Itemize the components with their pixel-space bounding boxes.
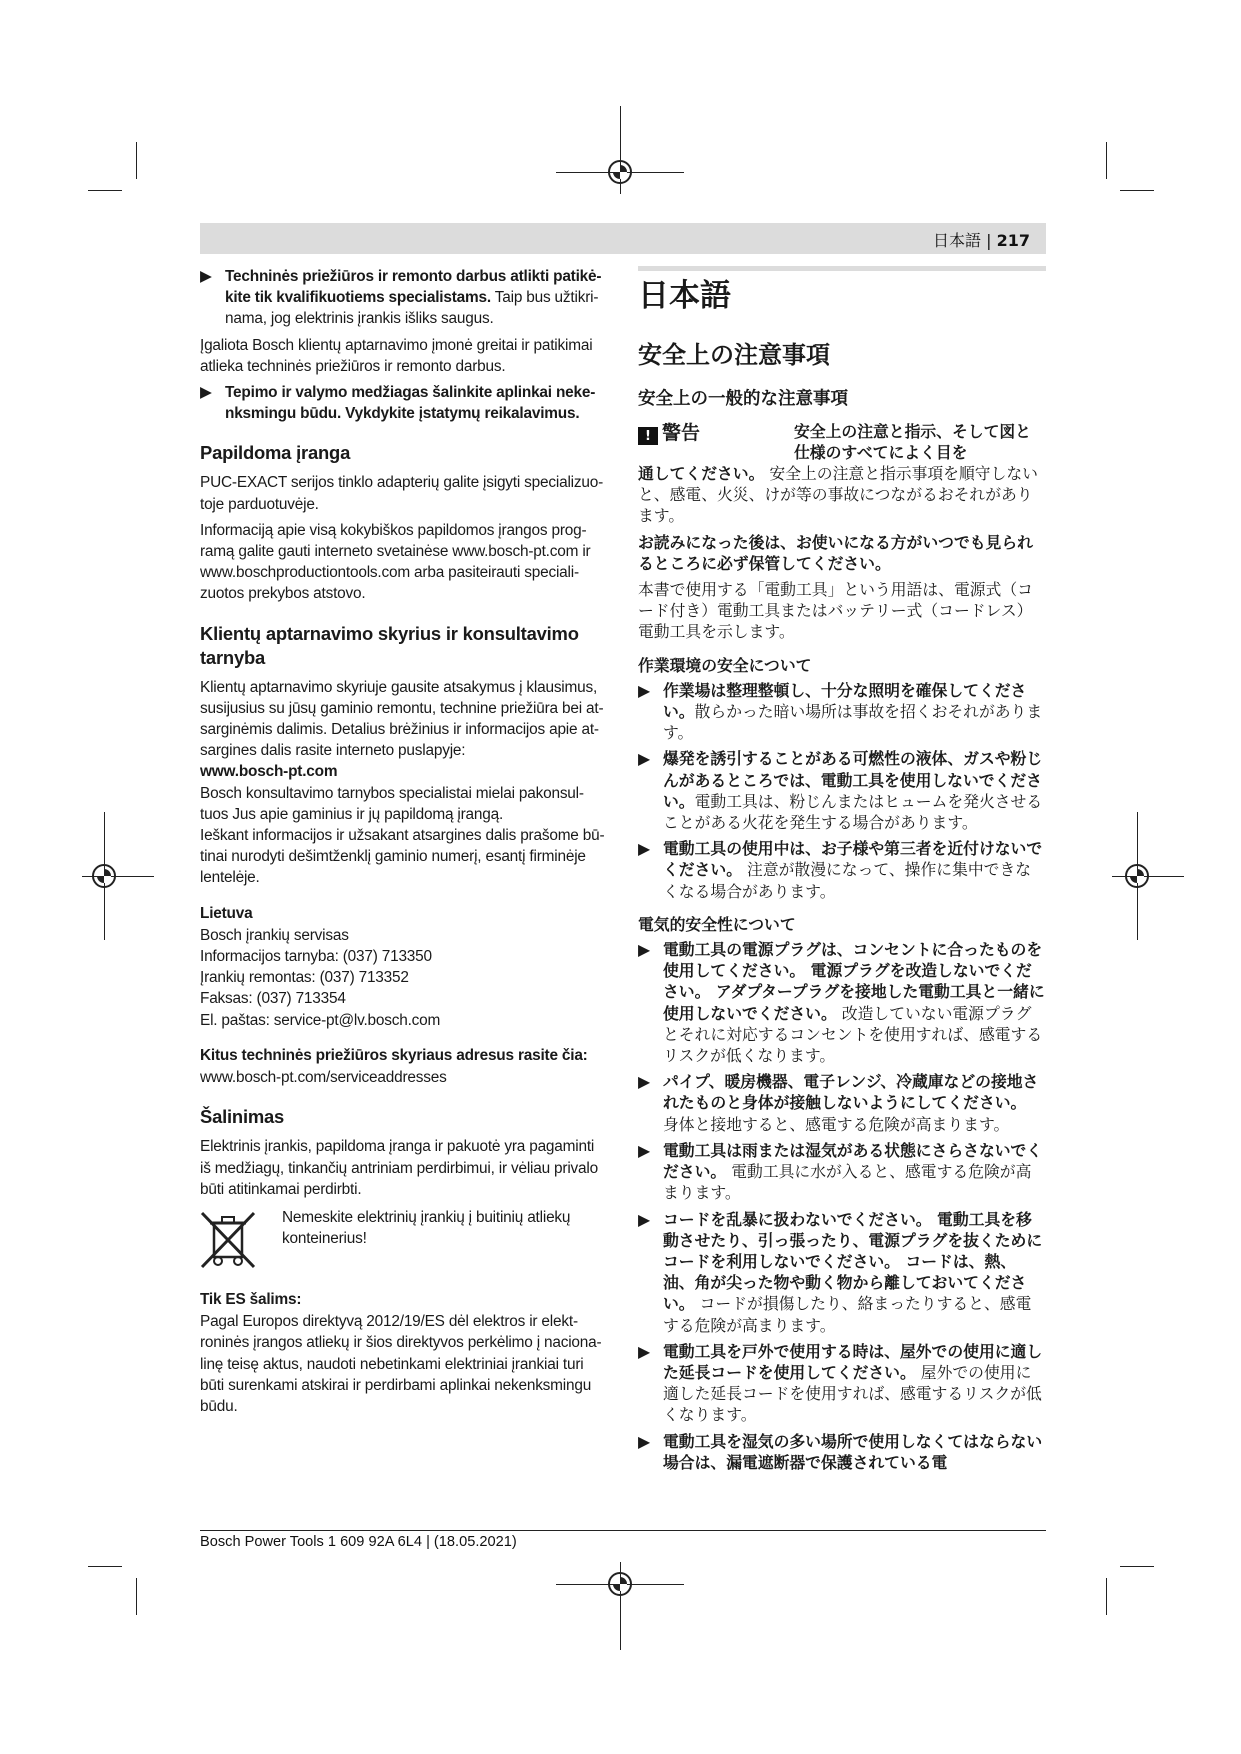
paragraph-term: 本書で使用する「電動工具」という用語は、電源式（コード付き）電動工具またはバッテリー式（コードレス）電動工具を示します。 [638, 580, 1033, 642]
bullet-text: 改造していない電源プラグとそれに対応するコンセントを使用すれば、感電するリスクが低くなります。 [663, 1003, 1043, 1066]
registration-mark [608, 160, 632, 184]
bullet-disposal-materials [200, 382, 605, 424]
contact-line: El. paštas: service-pt@lv.bosch.com [200, 1011, 441, 1029]
bullet-electrical [638, 1209, 1046, 1336]
bullet-electrical [638, 1071, 1046, 1135]
heading-customer-service: Klientų aptarnavimo skyrius ir konsultavimo tarnyba [200, 622, 579, 668]
bullet-electrical [638, 1341, 1046, 1426]
bullet-bold-text: 電動工具の電源プラグは、コンセントに合ったものを使用してください。 電源プラグを改造しないでください。 アダプタープラグを接地した電動工具と一緒に使用しないでください。 [663, 940, 1045, 1023]
bullet-triangle-icon: ▶ [200, 384, 212, 402]
bullet-bold-text: 作業場は整理整頓し、十分な照明を確保してください。 [663, 680, 1027, 722]
registration-mark [608, 1572, 632, 1596]
warning-bold-text-cont: 通してください。 [638, 464, 765, 483]
crop-mark [1120, 190, 1154, 191]
crop-mark [136, 1578, 137, 1615]
bullet-work-area [638, 838, 1046, 902]
paragraph: Bosch konsultavimo tarnybos specialistai mielai pakonsultuos Jus apie gaminius ir jų papildomą įrangą. [200, 784, 585, 823]
registration-mark [1125, 864, 1149, 888]
bullet-triangle-icon: ▶ [638, 839, 651, 859]
warning-icon: ! [638, 427, 658, 445]
bullet-text: 屋外での使用に適した延長コードを使用すれば、感電するリスクが低くなります。 [663, 1362, 1042, 1425]
bullet-electrical [638, 1140, 1046, 1204]
header-separator: | [986, 231, 992, 250]
bullet-electrical [638, 939, 1046, 1066]
heading-work-area: 作業環境の安全について [638, 655, 812, 675]
paragraph: Pagal Europos direktyvą 2012/19/ES dėl elektros ir elektroninės įrangos atliekų ir šios direktyvos perkėlimo į nacionalinę teisę aktus, naudoti nebetinkami elektriniai įrankiai turi būti surenkami atskirai ir perdirbami aplinkai nekenksmingu būdu. [200, 1313, 602, 1415]
heading-electrical: 電気的安全性について [638, 914, 796, 934]
bullet-triangle-icon: ▶ [638, 1431, 651, 1451]
crop-mark [88, 190, 122, 191]
crop-mark [1106, 142, 1107, 179]
bullet-bold-text: Tepimo ir valymo medžiagas šalinkite aplinkai nekenksmingu būdu. Vykdykite įstatymų reikalavimus. [225, 384, 596, 423]
bullet-text: 散らかった暗い場所は事故を招くおそれがあります。 [663, 702, 1043, 743]
warning-text: 安全上の注意と指示事項を順守しないと、感電、火災、けが等の事故につながるおそれがあります。 [638, 464, 1038, 526]
bullet-text: 注意が散漫になって、操作に集中できなくなる場合があります。 [663, 860, 1032, 901]
footer-rule [200, 1530, 1046, 1531]
heading-language: 日本語 [638, 278, 731, 314]
heading-accessories: Papildoma įranga [200, 442, 351, 464]
bullet-triangle-icon: ▶ [638, 1341, 651, 1361]
bullet-bold-text: 電動工具の使用中は、お子様や第三者を近付けないでください。 [663, 839, 1043, 880]
bullet-text: 電動工具に水が入ると、感電する危険が高まります。 [663, 1162, 1032, 1203]
contact-line: Informacijos tarnyba: (037) 713350 [200, 948, 432, 966]
page-footer: Bosch Power Tools 1 609 92A 6L4 | (18.05.2021) [200, 1534, 517, 1550]
bullet-bold-text: 電動工具を戸外で使用する時は、屋外での使用に適した延長コードを使用してください。 [663, 1341, 1043, 1382]
warning-label-text: 警告 [662, 422, 701, 444]
bullet-triangle-icon: ▶ [638, 1140, 651, 1160]
page-number: 217 [996, 231, 1030, 250]
bullet-bold-text: パイプ、暖房機器、電子レンジ、冷蔵庫などの接地されたものと身体が接触しないようにしてください。 [663, 1072, 1039, 1113]
bullet-triangle-icon: ▶ [638, 940, 651, 960]
bullet-bold-text: 電動工具を湿気の多い場所で使用しなくてはならない場合は、漏電遮断器で保護されている電 [663, 1431, 1043, 1472]
heading-more-addresses: Kitus techninės priežiūros skyriaus adresus rasite čia: [200, 1046, 588, 1064]
weee-text: Nemeskite elektrinių įrankių į buitinių atliekų konteinerius! [282, 1208, 571, 1248]
bullet-bold-text: 爆発を誘引することがある可燃性の液体、ガスや粉じんがあるところでは、電動工具を使用しないでください。 [663, 749, 1043, 811]
keep-instructions: お読みになった後は、お使いになる方がいつでも見られるところに必ず保管してください。 [638, 532, 1033, 573]
bullet-triangle-icon: ▶ [200, 268, 212, 285]
contact-line: Įrankių remontas: (037) 713352 [200, 969, 409, 987]
crop-mark [1120, 1566, 1154, 1567]
bullet-bold-text: コードを乱暴に扱わないでください。 電動工具を移動させたり、引っ張ったり、電源プラグを抜くためにコードを利用しないでください。 コードは、熱、油、角が尖った物や動く物から離しておいてください。 [663, 1209, 1043, 1314]
right-column [638, 266, 1046, 1478]
crop-mark [1106, 1578, 1107, 1615]
bullet-triangle-icon: ▶ [638, 749, 651, 769]
heading-eu-only: Tik ES šalims: [200, 1290, 302, 1308]
service-addresses-url: www.bosch-pt.com/serviceaddresses [200, 1069, 447, 1087]
bullet-triangle-icon: ▶ [638, 1072, 651, 1092]
paragraph: PUC-EXACT serijos tinklo adapterių galite įsigyti specializuotoje parduotuvėje. [200, 474, 604, 513]
contact-line: Faksas: (037) 713354 [200, 990, 346, 1008]
paragraph: Klientų aptarnavimo skyriuje gausite atsakymus į klausimus, susijusius su jūsų gaminio remontu, technine priežiūra bei atsarginėmis dalimis. Detalius brėžinius ir informacijos apie atsargines dalis rasite interneto puslapyje: [200, 678, 604, 760]
paragraph: Informaciją apie visą kokybiškos papildomos įrangos programą galite gauti interneto svetainėse www.bosch-pt.com ir www.boschproductiontools.com arba pasiteirauti specializuotos prekybos atstovo. [200, 521, 591, 603]
crop-mark [88, 1566, 122, 1567]
service-url: www.bosch-pt.com [200, 763, 338, 781]
left-column [200, 266, 605, 1422]
bullet-work-area [638, 680, 1046, 744]
page-header-text [933, 228, 1030, 251]
bullet-maintenance [200, 266, 605, 330]
section-rule [638, 266, 1046, 271]
bullet-triangle-icon: ▶ [638, 680, 651, 700]
contact-line: Bosch įrankių servisas [200, 926, 349, 944]
bullet-text: 身体と接地すると、感電する危険が高まります。 [663, 1114, 1010, 1134]
heading-general-safety: 安全上の一般的な注意事項 [638, 389, 848, 409]
warning-bold-text: 安全上の注意と指示、そして図と仕様のすべてによく目を [794, 422, 1031, 463]
warning-label [638, 423, 700, 445]
paragraph: Elektrinis įrankis, papildoma įranga ir pakuotė yra pagaminti iš medžiagų, tinkančių antriniam perdirbimui, ir vėliau privalo būti atitinkamai perdirbti. [200, 1138, 598, 1198]
bullet-text: コードが損傷したり、絡まったりすると、感電する危険が高まります。 [663, 1294, 1032, 1335]
heading-safety: 安全上の注意事項 [638, 341, 830, 369]
bullet-triangle-icon: ▶ [638, 1209, 651, 1229]
paragraph: Įgaliota Bosch klientų aptarnavimo įmonė greitai ir patikimai atlieka techninės priežiūros ir remonto darbus. [200, 336, 593, 375]
bullet-bold-text: Techninės priežiūros ir remonto darbus atlikti patikėkite tik kvalifikuotiems specialistams. [225, 268, 602, 307]
heading-country: Lietuva [200, 904, 253, 922]
bullet-text: 電動工具は、粉じんまたはヒュームを発火させることがある火花を発生する場合があります。 [663, 791, 1043, 833]
registration-mark [92, 864, 116, 888]
crossed-bin-icon [200, 1209, 256, 1269]
crop-mark [136, 142, 137, 179]
page-header [200, 223, 1046, 254]
bullet-work-area [638, 748, 1046, 833]
bullet-electrical [638, 1431, 1046, 1473]
bullet-text: Taip bus užtikrinama, jog elektrinis įrankis išliks saugus. [225, 289, 599, 328]
bullet-bold-text: 電動工具は雨または湿気がある状態にさらさないでください。 [663, 1140, 1043, 1182]
header-language: 日本語 [933, 231, 982, 250]
paragraph: Ieškant informacijos ir užsakant atsargines dalis prašome būtinai nurodyti dešimtženklį gaminio numerį, esantį firminėje lentelėje. [200, 827, 605, 887]
warning-block [638, 421, 1046, 463]
weee-notice [200, 1205, 605, 1275]
heading-disposal: Šalinimas [200, 1106, 285, 1128]
